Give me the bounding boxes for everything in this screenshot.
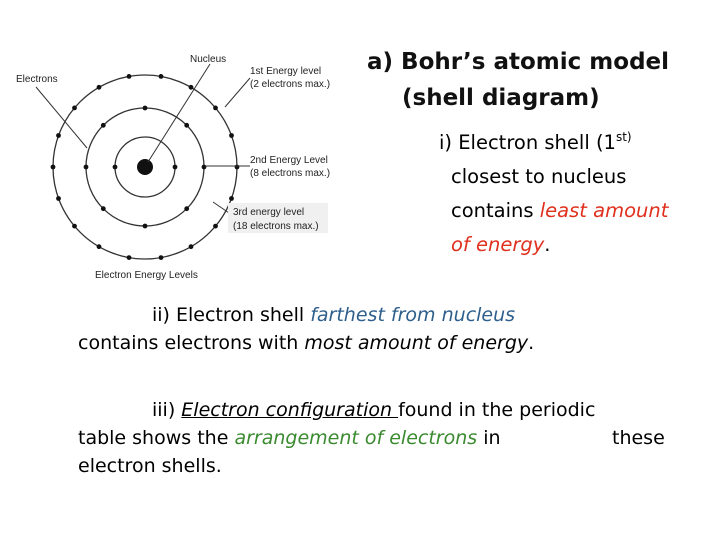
point-1-line-3	[439, 194, 719, 228]
title-line-1: a) Bohr’s atomic model	[367, 49, 670, 75]
electron-dot-shell-3	[127, 255, 132, 260]
slide-title	[367, 44, 707, 116]
point-2-prefix: ii) Electron shell	[152, 304, 311, 326]
point-1-line-2: closest to nucleus	[451, 165, 627, 188]
electron-dot-shell-2	[143, 224, 148, 229]
label-level2-max: (8 electrons max.)	[250, 168, 331, 179]
point-3-prefix: iii)	[152, 399, 182, 421]
point-3-table-shows: table shows the	[78, 427, 235, 449]
label-level1-title: 1st Energy level	[250, 66, 322, 77]
electron-dot-shell-3	[127, 74, 132, 79]
point-1-least-amount: least amount	[539, 199, 669, 222]
point-2-period: .	[528, 332, 535, 354]
point-3-electron-configuration: Electron configuration	[181, 399, 399, 421]
electron-dot-shell-3	[235, 165, 240, 170]
nucleus-dot	[137, 159, 153, 175]
electron-dot-shell-3	[97, 85, 102, 90]
point-1-text	[439, 126, 719, 262]
point-3-text	[78, 396, 708, 480]
title-line-2: (shell diagram)	[402, 85, 600, 111]
point-3-in: in	[477, 427, 501, 449]
electron-dot-shell-2	[184, 206, 189, 211]
label-nucleus: Nucleus	[190, 54, 227, 65]
point-1-superscript: st)	[615, 130, 632, 144]
electron-dot-shell-2	[84, 165, 89, 170]
point-3-found: found in the periodic	[398, 399, 596, 421]
point-2-text	[78, 301, 708, 357]
pointer-line-level1	[225, 78, 250, 107]
electron-dot-shell-1	[173, 165, 178, 170]
pointer-line-electrons	[36, 87, 87, 148]
label-electrons: Electrons	[16, 74, 58, 85]
point-1-line-4	[439, 228, 719, 262]
electron-dot-shell-3	[56, 196, 61, 201]
label-level3-title: 3rd energy level	[233, 207, 305, 218]
electron-dot-shell-3	[229, 196, 234, 201]
point-1-period: .	[544, 233, 551, 256]
point-2-most-energy: most amount of energy	[304, 332, 529, 354]
electron-dot-shell-3	[189, 85, 194, 90]
electron-dot-shell-2	[202, 165, 207, 170]
electron-dot-shell-3	[56, 133, 61, 138]
label-level1-max: (2 electrons max.)	[250, 79, 331, 90]
electron-dot-shell-2	[143, 106, 148, 111]
electron-dot-shell-2	[101, 123, 106, 128]
point-1-of-energy: of energy	[451, 233, 545, 256]
diagram-caption: Electron Energy Levels	[95, 270, 198, 281]
point-3-these: these	[612, 427, 665, 449]
label-level2-title: 2nd Energy Level	[250, 155, 328, 166]
point-1-contains: contains	[451, 199, 540, 222]
electron-dot-shell-3	[72, 224, 77, 229]
point-3-arrangement: arrangement of electrons	[234, 427, 478, 449]
electron-dot-shell-3	[159, 74, 164, 79]
electron-dot-shell-3	[213, 224, 218, 229]
electron-dot-shell-3	[159, 255, 164, 260]
electron-dot-shell-3	[51, 165, 56, 170]
electron-dot-shell-3	[72, 106, 77, 111]
electron-dot-shell-3	[213, 106, 218, 111]
point-3-electron-shells: electron shells.	[78, 455, 222, 477]
electron-dot-shell-1	[113, 165, 118, 170]
electron-dot-shell-2	[184, 123, 189, 128]
bohr-shell-diagram	[0, 40, 360, 290]
point-1-prefix: i) Electron shell (1	[439, 131, 616, 154]
electron-dot-shell-3	[229, 133, 234, 138]
point-2-contains: contains electrons with	[78, 332, 305, 354]
point-2-farthest: farthest from nucleus	[310, 304, 516, 326]
electron-dot-shell-3	[97, 244, 102, 249]
label-level3-max: (18 electrons max.)	[233, 221, 319, 232]
electron-dot-shell-2	[101, 206, 106, 211]
electron-dot-shell-3	[189, 244, 194, 249]
